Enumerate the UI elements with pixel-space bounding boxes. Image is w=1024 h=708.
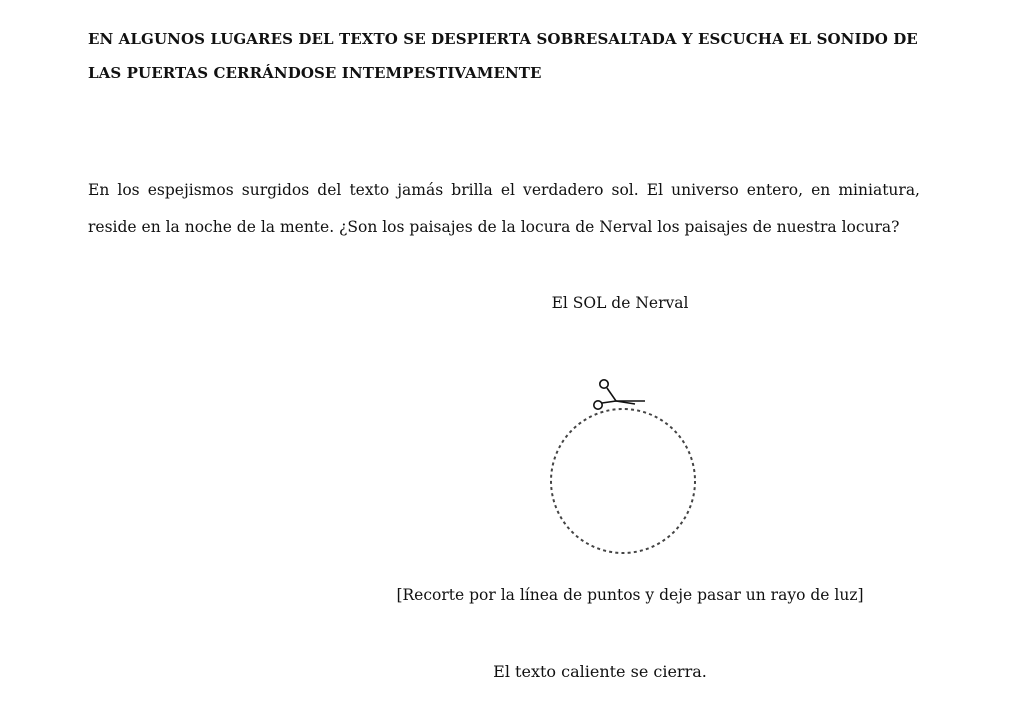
dotted-cut-line [551,409,695,553]
body-paragraph: En los espejismos surgidos del texto jamás brilla el verdadero sol. El universo entero, en miniatura, reside en la noche de la mente. ¿Son los paisajes de la locura de Nerval los paisajes de nuestra locura? [88,181,920,236]
heading: EN ALGUNOS LUGARES DEL TEXTO SE DESPIERTA SOBRESALTADA Y ESCUCHA EL SONIDO DE LAS PUERTAS CERRÁNDOSE INTEMPESTIVAMENTE [88,30,918,82]
closing-line: El texto caliente se cierra. [493,662,707,681]
cutout-circle [540,372,710,562]
cut-instruction: [Recorte por la línea de puntos y deje pasar un rayo de luz] [396,586,864,604]
caption: El SOL de Nerval [551,294,689,312]
scissors-icon [594,380,645,409]
